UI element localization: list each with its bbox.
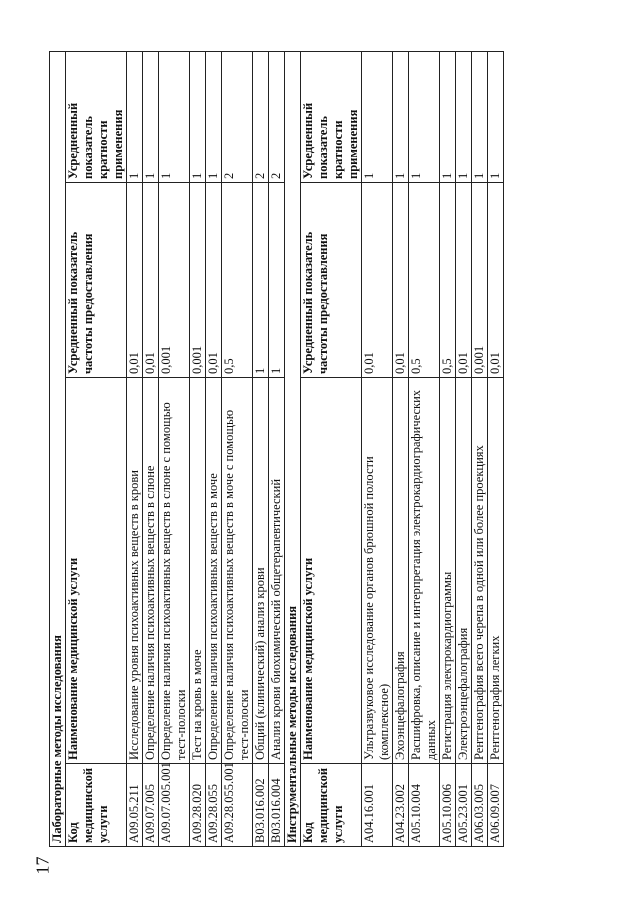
multiplicity-value: 1 xyxy=(456,51,472,182)
header-frequency: Усредненный показатель частоты предоставления xyxy=(66,183,127,378)
table-row xyxy=(456,51,472,846)
service-name: Эхоэнцефалография xyxy=(393,378,409,764)
multiplicity-value: 1 xyxy=(488,51,504,182)
service-code: A04.16.001 xyxy=(362,764,393,847)
header-name: Наименование медицинской услуги xyxy=(301,378,362,764)
multiplicity-value: 1 xyxy=(362,51,393,182)
service-code: A09.07.005.001 xyxy=(159,764,190,847)
section-title: Инструментальные методы исследования xyxy=(285,51,301,846)
services-table xyxy=(49,51,504,847)
table-row xyxy=(190,51,206,846)
table-row xyxy=(362,51,393,846)
service-code: A09.28.055 xyxy=(206,764,222,847)
frequency-value: 0,01 xyxy=(127,183,143,378)
table-row xyxy=(472,51,488,846)
service-name: Ультразвуковое исследование органов брюшной полости (комплексное) xyxy=(362,378,393,764)
multiplicity-value: 1 xyxy=(440,51,456,182)
service-name: Регистрация электрокардиограммы xyxy=(440,378,456,764)
frequency-value: 0,01 xyxy=(393,183,409,378)
table-body xyxy=(50,51,504,846)
frequency-value: 0,01 xyxy=(456,183,472,378)
frequency-value: 1 xyxy=(269,183,285,378)
section-title-row xyxy=(285,51,301,846)
service-code: A06.03.005 xyxy=(472,764,488,847)
service-name: Исследование уровня психоактивных веществ в крови xyxy=(127,378,143,764)
frequency-value: 0,01 xyxy=(362,183,393,378)
service-name: Определение наличия психоактивных веществ в слюне xyxy=(143,378,159,764)
multiplicity-value: 2 xyxy=(222,51,253,182)
frequency-value: 1 xyxy=(253,183,269,378)
frequency-value: 0,001 xyxy=(472,183,488,378)
frequency-value: 0,01 xyxy=(206,183,222,378)
service-code: A06.09.007 xyxy=(488,764,504,847)
service-code: A05.10.006 xyxy=(440,764,456,847)
frequency-value: 0,5 xyxy=(222,183,253,378)
multiplicity-value: 2 xyxy=(269,51,285,182)
section-title-row xyxy=(50,51,66,846)
frequency-value: 0,01 xyxy=(143,183,159,378)
multiplicity-value: 1 xyxy=(190,51,206,182)
section-title: Лабораторные методы исследования xyxy=(50,51,66,846)
frequency-value: 0,01 xyxy=(488,183,504,378)
table-row xyxy=(488,51,504,846)
multiplicity-value: 1 xyxy=(393,51,409,182)
service-name: Расшифровка, описание и интерпретация электрокардиографических данных xyxy=(409,378,440,764)
service-code: A09.07.005 xyxy=(143,764,159,847)
service-name: Общий (клинический) анализ крови xyxy=(253,378,269,764)
table-row xyxy=(440,51,456,846)
table-row xyxy=(409,51,440,846)
service-code: A09.05.211 xyxy=(127,764,143,847)
table-row xyxy=(206,51,222,846)
frequency-value: 0,001 xyxy=(190,183,206,378)
multiplicity-value: 1 xyxy=(159,51,190,182)
table-row xyxy=(222,51,253,846)
service-name: Определение наличия психоактивных веществ в моче с помощью тест-полоски xyxy=(222,378,253,764)
page-number: 17 xyxy=(32,856,53,875)
table-row xyxy=(269,51,285,846)
table-row xyxy=(127,51,143,846)
frequency-value: 0,5 xyxy=(440,183,456,378)
multiplicity-value: 2 xyxy=(253,51,269,182)
service-name: Определение наличия психоактивных веществ в моче xyxy=(206,378,222,764)
frequency-value: 0,001 xyxy=(159,183,190,378)
service-code: A09.28.055.001 xyxy=(222,764,253,847)
header-multiplicity: Усредненный показатель кратности применения xyxy=(301,51,362,182)
header-row xyxy=(66,51,127,846)
multiplicity-value: 1 xyxy=(143,51,159,182)
header-frequency: Усредненный показатель частоты предоставления xyxy=(301,183,362,378)
table-row xyxy=(143,51,159,846)
service-name: Рентгенография всего черепа в одной или более проекциях xyxy=(472,378,488,764)
service-name: Анализ крови биохимический общетерапевтический xyxy=(269,378,285,764)
multiplicity-value: 1 xyxy=(206,51,222,182)
service-name: Тест на кровь в моче xyxy=(190,378,206,764)
header-code: Код медицинской услуги xyxy=(66,764,127,847)
frequency-value: 0,5 xyxy=(409,183,440,378)
header-row xyxy=(301,51,362,846)
service-code: A05.23.001 xyxy=(456,764,472,847)
service-name: Рентгенография легких xyxy=(488,378,504,764)
table-row xyxy=(393,51,409,846)
table-row xyxy=(159,51,190,846)
service-name: Определение наличия психоактивных веществ в слюне с помощью тест-полоски xyxy=(159,378,190,764)
multiplicity-value: 1 xyxy=(472,51,488,182)
table-row xyxy=(253,51,269,846)
service-code: A09.28.020 xyxy=(190,764,206,847)
service-code: A04.23.002 xyxy=(393,764,409,847)
service-name: Электроэнцефалография xyxy=(456,378,472,764)
service-code: B03.016.002 xyxy=(253,764,269,847)
multiplicity-value: 1 xyxy=(127,51,143,182)
multiplicity-value: 1 xyxy=(409,51,440,182)
header-code: Код медицинской услуги xyxy=(301,764,362,847)
service-code: B03.016.004 xyxy=(269,764,285,847)
header-name: Наименование медицинской услуги xyxy=(66,378,127,764)
service-code: A05.10.004 xyxy=(409,764,440,847)
header-multiplicity: Усредненный показатель кратности применения xyxy=(66,51,127,182)
